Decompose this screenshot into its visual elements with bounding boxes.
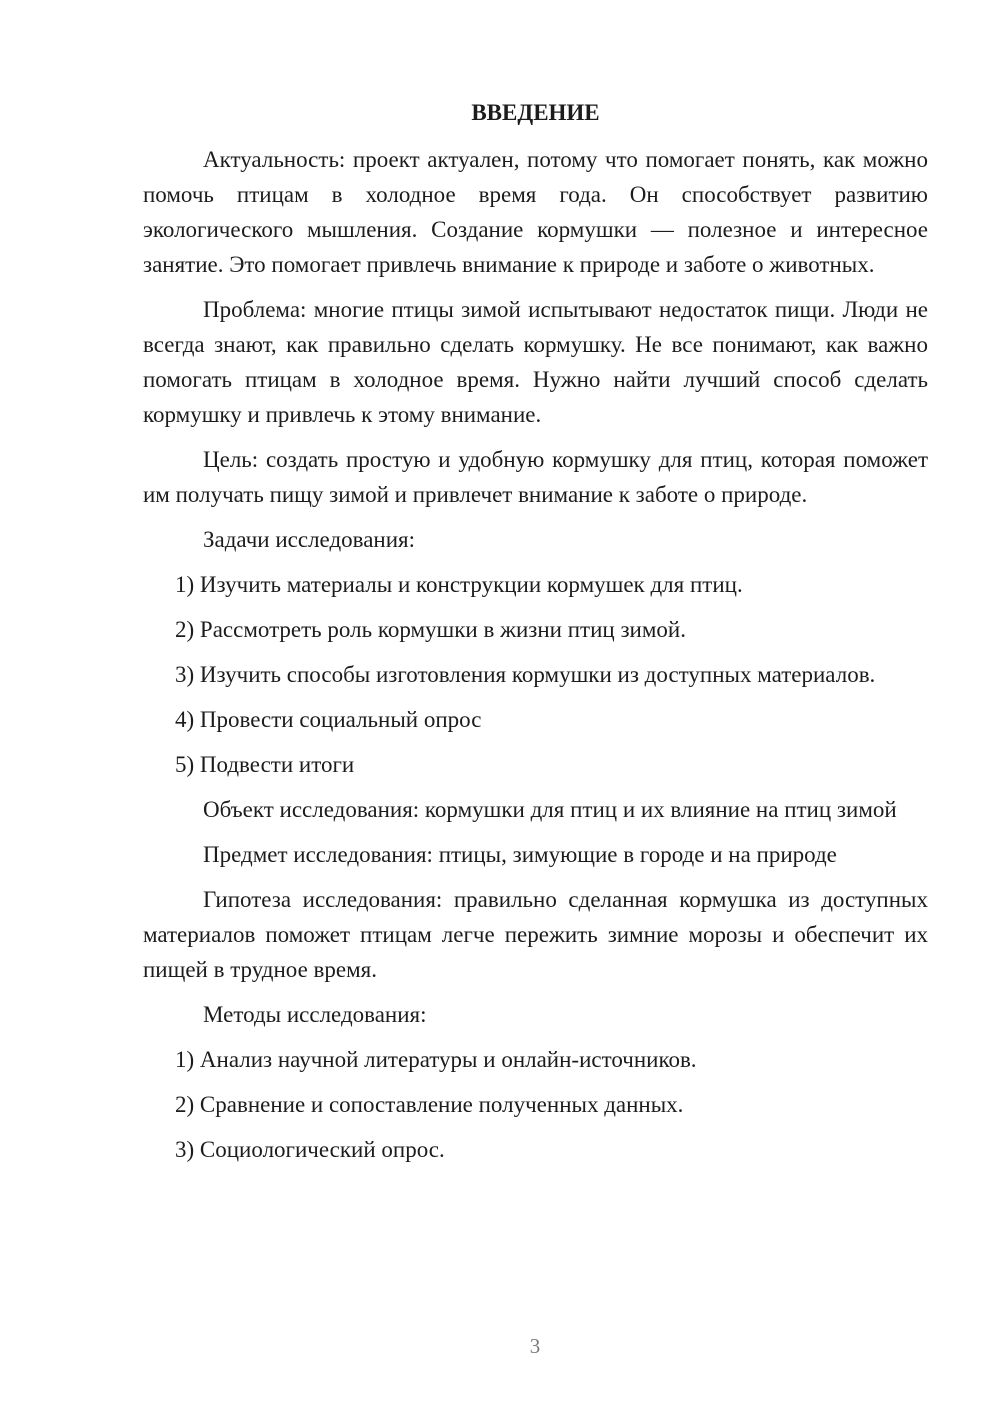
relevance-paragraph: Актуальность: проект актуален, потому что помогает понять, как можно помочь птицам в холодное время года. Он способствует развитию экологического мышления. Создание кормушки — полезное и интересное занятие. Это помогает привлечь внимание к природе и заботе о животных. xyxy=(143,147,928,277)
task-item-2: 2) Рассмотреть роль кормушки в жизни птиц зимой. xyxy=(175,617,686,642)
task-item-3: 3) Изучить способы изготовления кормушки из доступных материалов. xyxy=(175,662,876,687)
object-paragraph: Объект исследования: кормушки для птиц и их влияние на птиц зимой xyxy=(203,797,897,822)
hypothesis-paragraph: Гипотеза исследования: правильно сделанная кормушка из доступных материалов поможет птицам легче пережить зимние морозы и обеспечит их пищей в трудное время. xyxy=(143,887,928,982)
subject-paragraph: Предмет исследования: птицы, зимующие в городе и на природе xyxy=(203,842,837,867)
method-item-2: 2) Сравнение и сопоставление полученных данных. xyxy=(175,1092,684,1117)
problem-paragraph: Проблема: многие птицы зимой испытывают недостаток пищи. Люди не всегда знают, как правильно сделать кормушку. Не все понимают, как важно помогать птицам в холодное время. Нужно найти лучший способ сделать кормушку и привлечь к этому внимание. xyxy=(143,297,928,427)
page-content xyxy=(143,95,928,1177)
page-number: 3 xyxy=(529,1334,541,1358)
task-item-4: 4) Провести социальный опрос xyxy=(175,707,482,732)
tasks-heading: Задачи исследования: xyxy=(203,527,416,552)
section-heading: ВВЕДЕНИЕ xyxy=(471,100,600,125)
method-item-1: 1) Анализ научной литературы и онлайн-источников. xyxy=(175,1047,697,1072)
method-item-3: 3) Социологический опрос. xyxy=(175,1137,445,1162)
methods-heading: Методы исследования: xyxy=(203,1002,427,1027)
task-item-5: 5) Подвести итоги xyxy=(175,752,355,777)
goal-paragraph: Цель: создать простую и удобную кормушку для птиц, которая поможет им получать пищу зимой и привлечет внимание к заботе о природе. xyxy=(143,447,928,507)
task-item-1: 1) Изучить материалы и конструкции кормушек для птиц. xyxy=(175,572,743,597)
